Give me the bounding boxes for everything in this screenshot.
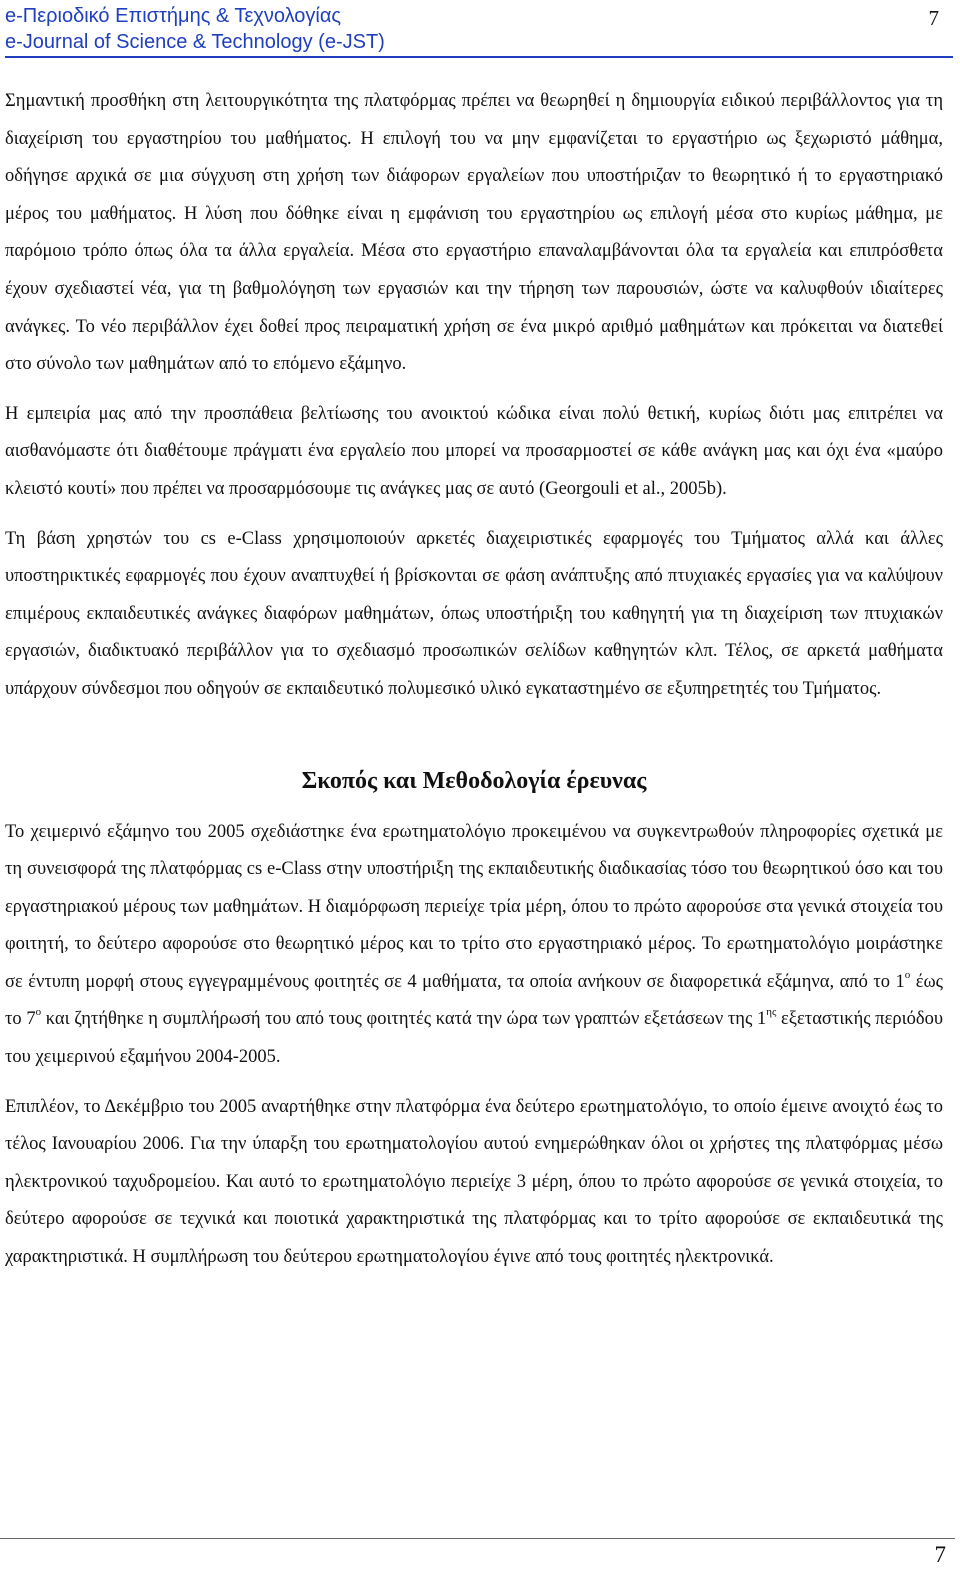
header-divider <box>5 56 953 58</box>
document-body <box>5 83 943 1277</box>
paragraph-open-source-experience: Η εμπειρία μας από την προσπάθεια βελτίωσης του ανοικτού κώδικα είναι πολύ θετική, κυρίως διότι μας επιτρέπει να αισθανόμαστε ότι διαθέτουμε πράγματι ένα εργαλείο που μπορεί να προσαρμοστεί σε κάθε ανάγκη μας και όχι ένα «μαύρο κλειστό κουτί» που πρέπει να προσαρμόσουμε τις ανάγκες μας σε αυτό (Georgouli et al., 2005b). <box>5 403 943 499</box>
footer-divider <box>0 1538 955 1539</box>
section-title: Σκοπός και Μεθοδολογία έρευνας <box>301 767 647 794</box>
methodology-text-part-2: έως το 7 <box>5 971 943 1030</box>
page-header <box>5 4 953 58</box>
paragraph-lab-environment: Σημαντική προσθήκη στη λειτουργικότητα της πλατφόρμας πρέπει να θεωρηθεί η δημιουργία ειδικού περιβάλλοντος για τη διαχείριση του εργαστηρίου του μαθήματος. Η επιλογή του να μην εμφανίζεται το εργαστήριο ως ξεχωριστό μάθημα, οδήγησε αρχικά σε μια σύγχυση στη χρήση των διάφορων εργαλείων που υποστήριζαν το θεωρητικό ή το εργαστηριακό μέρος του μαθήματος. Η λύση που δόθηκε είναι η εμφάνιση του εργαστηρίου ως επιλογή μέσα στο κυρίως μάθημα, με παρόμοιο τρόπο όπως όλα τα άλλα εργαλεία. Μέσα στο εργαστήριο επαναλαμβάνονται όλα τα εργαλεία και επιπρόσθετα έχουν σχεδιαστεί νέα, για τη βαθμολόγηση των εργασιών και την τήρηση των παρουσιών, ώστε να καλυφθούν ιδιαίτερες ανάγκες. Το νέο περιβάλλον έχει δοθεί προς πειραματική χρήση σε ένα μικρό αριθμό μαθημάτων και πρόκειται να διατεθεί στο σύνολο των μαθημάτων από το επόμενο εξάμηνο. <box>5 91 943 375</box>
paragraph-user-base: Τη βάση χρηστών του cs e-Class χρησιμοποιούν αρκετές διαχειριστικές εφαρμογές του Τμήματος αλλά και άλλες υποστηρικτικές εφαρμογές που έχουν αναπτυχθεί ή βρίσκονται σε φάση ανάπτυξης από πτυχιακές εργασίες για να καλύψουν επιμέρους εκπαιδευτικές ανάγκες διαφόρων μαθημάτων, όπως υποστήριξη του καθηγητή για τη διαχείριση των πτυχιακών εργασιών, διαδικτυακό περιβάλλον για το σχεδιασμό προσωπικών σελίδων καθηγητών κλπ. Τέλος, σε αρκετά μαθήματα υπάρχουν σύνδεσμοι που οδηγούν σε εκπαιδευτικό πολυμεσικό υλικό εγκαταστημένο σε εξυπηρετητές του Τμήματος. <box>5 528 943 699</box>
ordinal-superscript-2: ο <box>35 1006 42 1019</box>
journal-title-greek: e-Περιοδικό Επιστήμης & Τεχνολογίας <box>5 5 342 27</box>
methodology-text-part-3: και ζητήθηκε η συμπλήρωσή του από τους φοιτητές κατά την ώρα των γραπτών εξετάσεων της 1 <box>41 1009 767 1030</box>
paragraph-methodology <box>5 814 943 1077</box>
paragraph-second-questionnaire: Επιπλέον, το Δεκέμβριο του 2005 αναρτήθηκε στην πλατφόρμα ένα δεύτερο ερωτηματολόγιο, το οποίο έμεινε ανοιχτό έως το τέλος Ιανουαρίου 2006. Για την ύπαρξη του ερωτηματολογίου αυτού ενημερώθηκαν όλοι οι χρήστες της πλατφόρμας μέσω ηλεκτρονικού ταχυδρομείου. Και αυτό το ερωτηματολόγιο περιείχε 3 μέρη, όπου το πρώτο αφορούσε σε γενικά στοιχεία, το δεύτερο αφορούσε σε τεχνικά και ποιοτικά χαρακτηριστικά της πλατφόρμας και το τρίτο αφορούσε σε εκπαιδευτικά της χαρακτηριστικά. Η συμπλήρωση του δεύτερου ερωτηματολογίου έγινε από τους φοιτητές ηλεκτρονικά. <box>5 1096 943 1268</box>
footer-page-number: 7 <box>934 1542 946 1567</box>
methodology-text-part-1: Το χειμερινό εξάμηνο του 2005 σχεδιάστηκε ένα ερωτηματολόγιο προκειμένου να συγκεντρωθούν πληροφορίες σχετικά με τη συνεισφορά της πλατφόρμας cs e-Class στην υποστήριξη της εκπαιδευτικής διαδικασίας τόσο του θεωρητικού όσο και του εργαστηριακού μέρους των μαθημάτων. Η διαμόρφωση περιείχε τρία μέρη, όπου το πρώτο αφορούσε στα γενικά στοιχεία του φοιτητή, το δεύτερο αφορούσε στο θεωρητικό μέρος και το τρίτο στο εργαστηριακό μέρος. Το ερωτηματολόγιο μοιράστηκε σε έντυπη μορφή στους εγγεγραμμένους φοιτητές σε 4 μαθήματα, τα οποία ανήκουν σε διαφορετικά εξάμηνα, από το 1 <box>5 821 943 992</box>
header-page-number: 7 <box>928 6 939 30</box>
ordinal-superscript-3: ης <box>766 1006 777 1019</box>
ordinal-superscript-1: ο <box>904 968 911 981</box>
methodology-text-part-4: εξεταστικής περιόδου του χειμερινού εξαμήνου 2004-2005. <box>5 1009 943 1068</box>
journal-title-english: e-Journal of Science & Technology (e-JST) <box>5 31 385 53</box>
